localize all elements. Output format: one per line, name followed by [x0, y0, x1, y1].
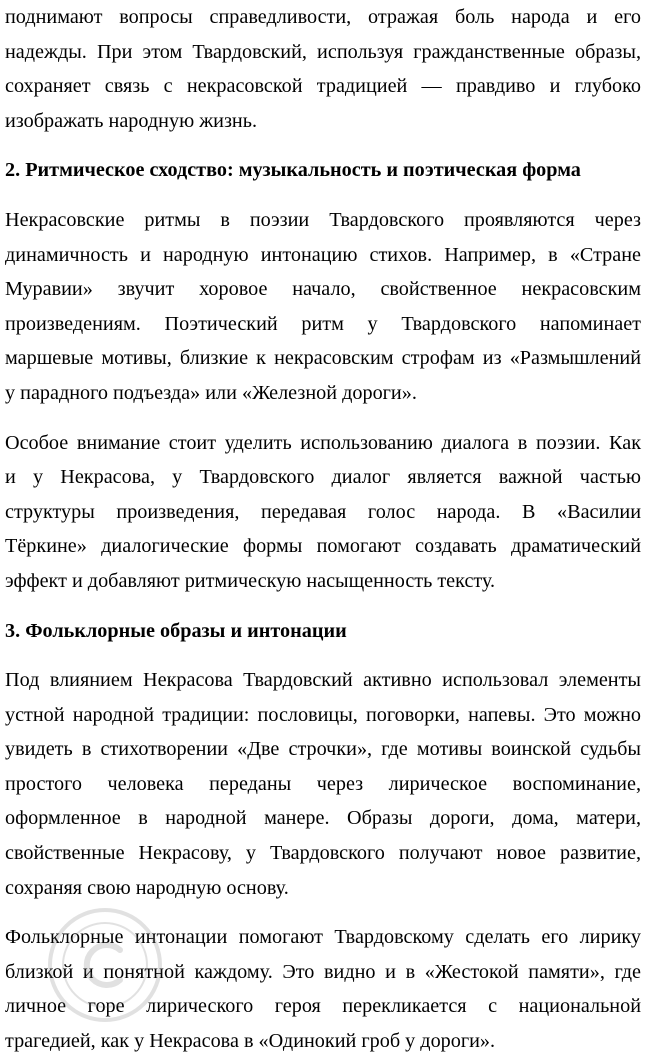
paragraph-line: увидеть в стихотворении «Две строчки», где мотивы воинской судьбы	[5, 738, 641, 761]
block-spacer	[5, 188, 646, 203]
paragraph	[5, 663, 641, 905]
paragraph-line: Под влиянием Некрасова Твардовский активно использовал элементы	[5, 669, 641, 692]
paragraph-line: личное горе лирического героя перекликается с национальной	[5, 995, 641, 1018]
paragraph-line: свойственные Некрасову, у Твардовского получают новое развитие,	[5, 842, 641, 865]
paragraph-line: трагедией, как у Некрасова в «Одинокий гроб у дороги».	[5, 1030, 496, 1053]
paragraph	[5, 426, 641, 599]
paragraph-line: Тёркине» диалогические формы помогают создавать драматический	[5, 535, 641, 558]
paragraph-line: структуры произведения, передавая голос народа. В «Василии	[5, 500, 641, 523]
paragraph-line: маршевые мотивы, близкие к некрасовским строфам из «Размышлений	[5, 347, 641, 370]
paragraph-line: эффект и добавляют ритмическую насыщенность тексту.	[5, 569, 496, 592]
paragraph-line: у парадного подъезда» или «Железной дороги».	[5, 381, 417, 404]
block-spacer	[5, 648, 646, 663]
paragraph-line: устной народной традиции: пословицы, поговорки, напевы. Это можно	[5, 703, 641, 726]
paragraph-line: поднимают вопросы справедливости, отражая боль народа и его	[5, 6, 641, 28]
paragraph-line: Муравии» звучит хоровое начало, свойственное некрасовским	[5, 278, 641, 301]
block-spacer	[5, 411, 646, 426]
paragraph-line: близкой и понятной каждому. Это видно и в «Жестокой памяти», где	[5, 960, 641, 983]
paragraph-line: динамичность и народную интонацию стихов. Например, в «Стране	[5, 243, 641, 266]
paragraph-line: оформленное в народной манере. Образы дороги, дома, матери,	[5, 807, 641, 830]
paragraph-line: изображать народную жизнь.	[5, 109, 257, 132]
paragraph-line: Некрасовские ритмы в поэзии Твардовского проявляются через	[5, 208, 641, 231]
paragraph	[5, 920, 641, 1058]
paragraph-line: простого человека переданы через лирическое воспоминание,	[5, 772, 641, 795]
paragraph-line: сохраняет связь с некрасовской традицией — правдиво и глубоко	[5, 75, 641, 98]
block-spacer	[5, 905, 646, 920]
paragraph-line: надежды. При этом Твардовский, используя гражданственные образы,	[5, 40, 641, 63]
section-heading: 2. Ритмическое сходство: музыкальность и поэтическая форма	[5, 159, 581, 182]
section-heading: 3. Фольклорные образы и интонации	[5, 619, 347, 642]
paragraph-line: произведениям. Поэтический ритм у Твардовского напоминает	[5, 312, 641, 335]
paragraph-line: и у Некрасова, у Твардовского диалог является важной частью	[5, 466, 641, 489]
paragraph-line: сохраняя свою народную основу.	[5, 876, 289, 899]
paragraph-line: Фольклорные интонации помогают Твардовскому сделать его лирику	[5, 926, 641, 949]
paragraph	[5, 203, 641, 411]
block-spacer	[5, 138, 646, 153]
paragraph	[5, 0, 641, 138]
paragraph-line: Особое внимание стоит уделить использованию диалога в поэзии. Как	[5, 431, 641, 454]
block-spacer	[5, 599, 646, 614]
